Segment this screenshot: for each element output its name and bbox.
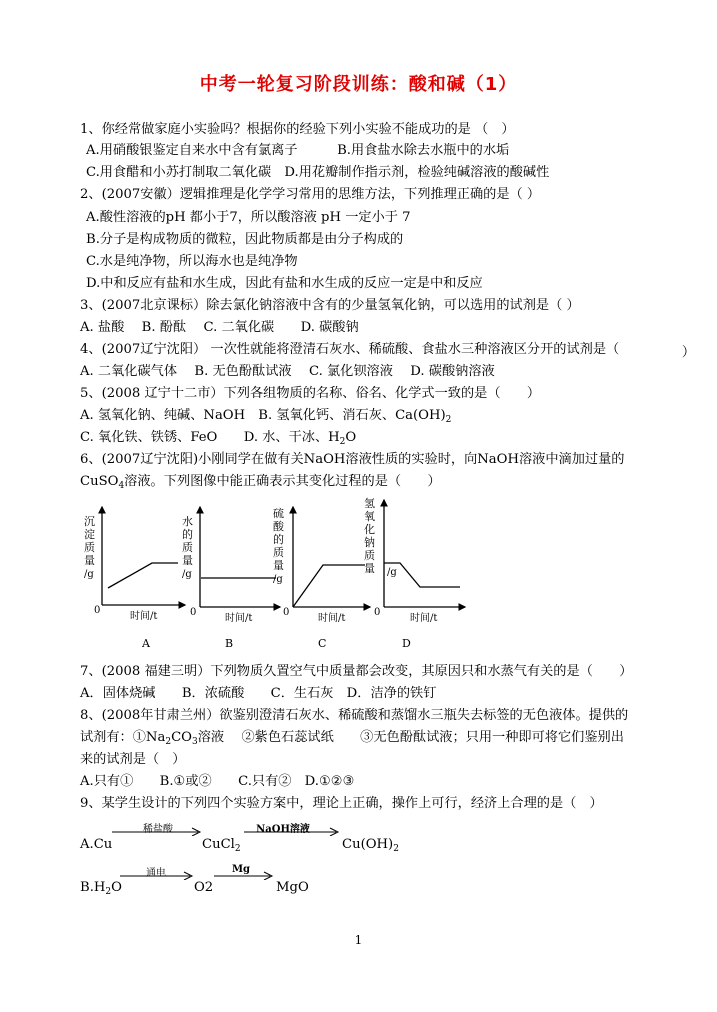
reaction-a-mid-text: CuCl — [202, 837, 235, 852]
graph-c-ylabel-3: 的 — [273, 533, 284, 546]
subscript: 2 — [393, 844, 399, 854]
q2-option-c: C.水是纯净物，所以海水也是纯净物 — [86, 254, 298, 269]
graph-b-ylabel-3: 质 — [182, 541, 193, 554]
question-2: 2、(2007安徽）逻辑推理是化学学习常用的思维方法，下列推理正确的是（ ） — [80, 187, 541, 202]
q5-options-cd — [80, 429, 356, 451]
q5-cd-text: C. 氧化铁、铁锈、FeO D. 水、干冰、H — [80, 430, 340, 445]
q4-options: A. 二氧化碳气体 B. 无色酚酞试液 C. 氯化钡溶液 D. 碳酸钠溶液 — [80, 364, 495, 379]
q1-options-cd: C.用食醋和小苏打制取二氧化碳 D.用花瓣制作指示剂，检验纯碱溶液的酸碱性 — [86, 165, 550, 180]
q8-co: CO — [171, 730, 192, 745]
graph-a-ylabel-3: 质 — [84, 541, 95, 554]
graph-c-origin: 0 — [283, 607, 290, 618]
page-number: 1 — [354, 933, 363, 947]
q8-options: A.只有① B.①或② C.只有② D.①②③ — [80, 774, 355, 789]
subscript: 4 — [118, 481, 125, 491]
reaction-a-arrow1-label: 稀盐酸 — [143, 824, 173, 835]
reaction-b-start — [80, 880, 122, 897]
reaction-b-arrow2-label: Mg — [231, 864, 251, 875]
graph-b — [182, 507, 280, 650]
graph-d — [364, 496, 465, 650]
reaction-b-mid: O2 — [194, 880, 214, 895]
q8-reagents: 试剂有：①Na — [80, 730, 166, 745]
graph-a-ylabel-1: 沉 — [84, 515, 95, 528]
graph-a — [84, 507, 185, 650]
subscript: 2 — [445, 415, 452, 425]
graph-c — [273, 506, 370, 650]
q2-option-d: D.中和反应有盐和水生成，因此有盐和水生成的反应一定是中和反应 — [86, 276, 483, 291]
graph-a-label: A — [142, 637, 150, 650]
graph-d-ylabel-6: 量 — [364, 562, 375, 575]
subscript: 2 — [165, 737, 172, 747]
graph-d-ylabel-5: 质 — [364, 549, 375, 562]
arrow-right-icon — [112, 826, 202, 836]
arrow-right-icon — [244, 826, 340, 836]
graph-a-ylabel-5: /g — [84, 569, 94, 580]
question-3: 3、(2007北京课标）除去氯化钠溶液中含有的少量氢氧化钠，可以选用的试剂是（ ） — [80, 298, 580, 313]
reaction-b-arrow1-label: 通电 — [146, 868, 166, 879]
graph-b-ylabel-2: 的 — [182, 528, 193, 541]
graph-a-origin: 0 — [94, 605, 101, 616]
question-8: 8、(2008年甘肃兰州）欲鉴别澄清石灰水、稀硫酸和蒸馏水三瓶失去标签的无色液体。提供的 — [80, 708, 629, 723]
q6-formula: CuSO — [80, 474, 119, 489]
reaction-b-start-text: B.H — [80, 880, 106, 895]
subscript: 2 — [105, 887, 112, 897]
question-6: 6、(2007辽宁沈阳)小刚同学在做有关NaOH溶液性质的实验时，向NaOH溶液中滴加过量的 — [80, 452, 625, 467]
reaction-a-arrow2-label: NaOH溶液 — [256, 824, 310, 835]
q7-options: A．固体烧碱 B．浓硫酸 C．生石灰 D．洁净的铁钉 — [80, 686, 437, 701]
question-8-line-3: 来的试剂是（ ） — [80, 752, 186, 767]
question-8-line-2 — [80, 729, 624, 751]
reaction-a-start: A.Cu — [80, 837, 113, 852]
q5-options-ab — [80, 407, 451, 429]
subscript: 2 — [234, 844, 241, 854]
reaction-a-end-text: Cu(OH) — [342, 837, 394, 852]
graph-d-label: D — [402, 637, 411, 650]
subscript: 3 — [191, 737, 198, 747]
reaction-b-start-tail: O — [111, 880, 122, 895]
graph-c-ylabel-5: 量 — [273, 559, 284, 572]
graph-b-label: B — [225, 637, 234, 650]
arrow-right-icon — [120, 870, 194, 880]
subscript: 2 — [339, 437, 346, 447]
graph-c-ylabel-6: /g — [273, 574, 283, 585]
graph-d-ylabel-3: 化 — [364, 523, 375, 536]
graph-b-ylabel-1: 水 — [182, 515, 193, 528]
graph-options — [80, 495, 490, 655]
graph-c-ylabel-2: 酸 — [273, 520, 284, 533]
q6-tail: 溶液。下列图像中能正确表示其变化过程的是（ ） — [124, 474, 441, 489]
q2-option-a: A.酸性溶液的pH 都小于7，所以酸溶液 pH 一定小于 7 — [86, 210, 411, 225]
graph-d-ylabel-4: 钠 — [364, 536, 375, 549]
graph-d-origin: 0 — [374, 607, 381, 618]
graph-c-ylabel-4: 质 — [273, 546, 284, 559]
q4-close-paren: ） — [681, 345, 695, 360]
graph-a-xlabel: 时间/t — [130, 611, 158, 622]
reaction-a-end — [342, 837, 399, 854]
question-1: 1、你经常做家庭小实验吗？根据你的经验下列小实验不能成功的是 （ ） — [80, 122, 515, 137]
q1-options-ab: A.用硝酸银鉴定自来水中含有氯离子 B.用食盐水除去水瓶中的水垢 — [86, 143, 510, 158]
graph-d-xlabel: 时间/t — [410, 613, 438, 624]
q3-options: A. 盐酸 B. 酚酞 C. 二氧化碳 D. 碳酸钠 — [80, 320, 359, 335]
reaction-b-end: MgO — [276, 880, 309, 895]
q8-tail: 溶液 ②紫色石蕊试纸 ③无色酚酞试液；只用一种即可将它们鉴别出 — [197, 730, 624, 745]
graph-c-label: C — [318, 637, 327, 650]
question-5: 5、(2008 辽宁十二市）下列各组物质的名称、俗名、化学式一致的是（ ） — [80, 386, 541, 401]
question-4: 4、(2007辽宁沈阳） 一次性就能将澄清石灰水、稀硫酸、食盐水三种溶液区分开的试剂是（ — [80, 342, 620, 357]
q5-ab-text: A. 氢氧化钠、纯碱、NaOH B. 氢氧化钙、消石灰、Ca(OH) — [80, 408, 446, 423]
graph-b-ylabel-4: 量 — [182, 554, 193, 567]
question-7: 7、(2008 福建三明）下列物质久置空气中质量都会改变，其原因只和水蒸气有关的是（ ） — [80, 664, 633, 679]
arrow-right-icon — [214, 870, 274, 880]
graph-b-ylabel-5: /g — [182, 569, 192, 580]
reaction-a-mid — [202, 837, 241, 854]
graph-a-ylabel-4: 量 — [84, 554, 95, 567]
page-title: 中考一轮复习阶段训练：酸和碱（1） — [199, 74, 518, 95]
q5-cd-tail: O — [345, 430, 357, 445]
question-9: 9、某学生设计的下列四个实验方案中，理论上正确，操作上可行，经济上合理的是（ ） — [80, 796, 603, 811]
graph-d-ylabel-2: 氧 — [364, 510, 375, 523]
graph-b-origin: 0 — [190, 607, 197, 618]
graph-b-xlabel: 时间/t — [225, 613, 253, 624]
graphs-svg — [80, 495, 490, 655]
question-6-line-2 — [80, 473, 441, 495]
graph-d-ylabel-1: 氢 — [364, 497, 375, 510]
graph-c-ylabel-1: 硫 — [273, 507, 284, 520]
graph-a-ylabel-2: 淀 — [84, 528, 95, 541]
graph-c-xlabel: 时间/t — [318, 613, 346, 624]
q2-option-b: B.分子是构成物质的微粒，因此物质都是由分子构成的 — [86, 232, 404, 247]
graph-d-ylabel-7: /g — [387, 567, 397, 578]
